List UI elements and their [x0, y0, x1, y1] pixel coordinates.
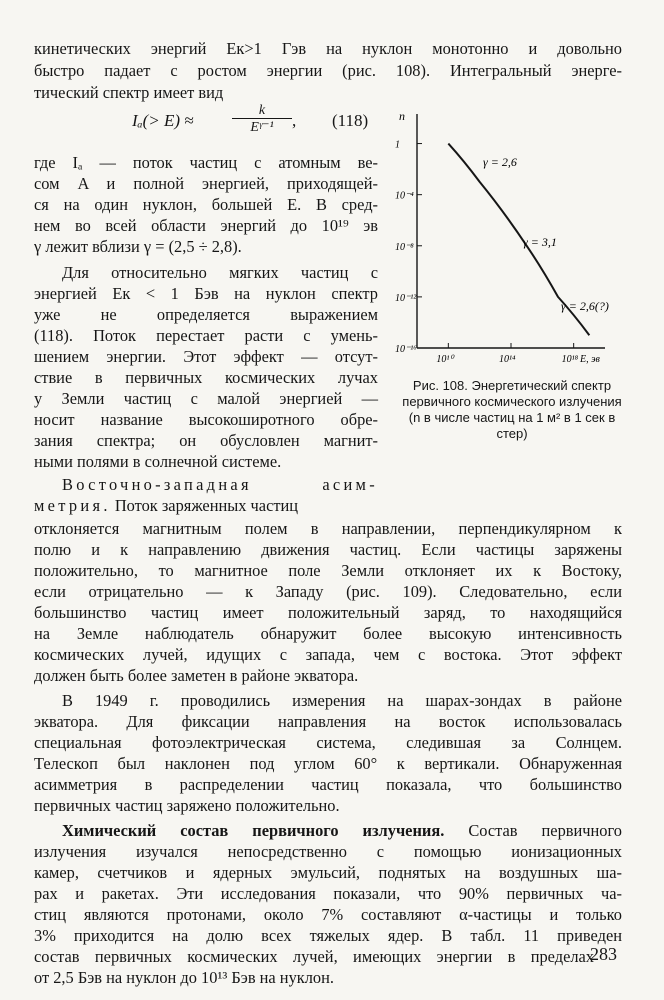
text-line: полю и к направлению движения частиц. Если частицы заряжены — [34, 540, 622, 559]
text-line: отклоняется магнитным полем в направлении, перпендикулярном к — [34, 519, 622, 538]
page-number: 283 — [590, 944, 617, 964]
text-line: камер, счетчиков и ядерных эмульсий, поднятых на воздушных ша- — [34, 863, 622, 882]
text-line-mixed — [62, 820, 622, 841]
text-line: тический спектр имеет вид — [34, 83, 224, 102]
gamma-label-3: γ = 2,6(?) — [561, 299, 609, 313]
text-line: В 1949 г. проводились измерения на шарах-зондах в районе — [62, 691, 622, 710]
x-tick-label: 10¹⁸ — [561, 354, 579, 365]
x-axis-label: E, эв — [580, 354, 600, 365]
y-tick-label: 1 — [395, 139, 400, 151]
text-line: кинетических энергий Eк>1 Гэв на нуклон монотонно и довольно — [34, 39, 622, 58]
text-fragment: Состав первичного — [444, 821, 623, 840]
text-line: быстро падает с ростом энергии (рис. 108). Интегральный энерге- — [34, 61, 622, 80]
text-line: нем во всей области энергий до 10¹⁹ эв — [34, 216, 378, 235]
text-line: рах и ракетах. Эти исследования показали, что 90% первичных ча- — [34, 884, 622, 903]
equation-118 — [132, 103, 382, 139]
text-line: излучения изучался непосредственно с помощью ионизационных — [34, 842, 622, 861]
text-line-mixed — [34, 495, 378, 516]
text-line: экватора. Для фиксации направления на восток использовалась — [34, 712, 622, 731]
y-tick-label: 10⁻¹⁶ — [395, 344, 417, 355]
text-line: ными полями в солнечной системе. — [34, 452, 282, 471]
x-tick-label: 10¹⁰ — [436, 354, 454, 365]
y-axis-label: n — [399, 109, 405, 123]
gamma-label-1: γ = 2,6 — [483, 155, 517, 169]
text-line: на Земле наблюдатель обнаружит более высокую интенсивность — [34, 624, 622, 643]
text-line: энергией Eк < 1 Бэв на нуклон спектр — [34, 284, 378, 303]
text-line: (118). Поток перестает расти с умень- — [34, 326, 378, 345]
section-heading-asymmetry-end: метрия. — [34, 496, 111, 515]
text-line: γ лежит вблизи γ = (2,5 ÷ 2,8). — [34, 237, 242, 256]
text-line: первичных частиц заряжено положительно. — [34, 796, 340, 815]
text-line: уже не определяется выражением — [34, 305, 378, 324]
gamma-label-2: γ = 3,1 — [523, 235, 557, 249]
text-line: положительно, то магнитное поле Земли отклоняет их к Востоку, — [34, 561, 622, 580]
section-heading-composition: Химический состав первичного излучения. — [62, 821, 445, 840]
text-line: от 2,5 Бэв на нуклон до 10¹³ Бэв на нуклон. — [34, 968, 334, 987]
equation-fraction — [232, 103, 292, 136]
equation-lhs: Iₐ(> E) ≈ — [132, 111, 194, 130]
x-tick-label: 10¹⁴ — [499, 354, 516, 365]
text-line: ствие в первичных космических лучах — [34, 368, 378, 387]
text-line: ся на один нуклон, большей E. В сред- — [34, 195, 378, 214]
y-tick-label: 10⁻⁸ — [395, 241, 414, 253]
equation-numerator: k — [232, 103, 292, 119]
text-line: космических лучей, идущих с запада, чем с востока. Этот эффект — [34, 645, 622, 664]
text-line: сом A и полной энергией, приходящей- — [34, 174, 378, 193]
equation-comma: , — [292, 111, 297, 130]
text-line: где Iₐ — поток частиц с атомным ве- — [34, 153, 378, 172]
text-line: специальная фотоэлектрическая система, следившая за Солнцем. — [34, 733, 622, 752]
spectrum-chart — [395, 108, 625, 378]
equation-denominator: Eᵞ⁻¹ — [250, 120, 274, 135]
y-tick-label: 10⁻⁴ — [395, 190, 414, 202]
equation-number: (118) — [332, 111, 369, 130]
text-fragment: Поток заряженных частиц — [110, 496, 299, 515]
text-line: стиц являются протонами, около 7% составляют α-частицы и только — [34, 905, 622, 924]
text-line: должен быть более заметен в районе экватора. — [34, 666, 359, 685]
text-line: если отрицательно — к Западу (рис. 109). Следовательно, если — [34, 582, 622, 601]
text-line: Телескоп был наклонен под углом 60° к вертикали. Обнаруженная — [34, 754, 622, 773]
text-line: асимметрия в распределении частиц показала, что большинство — [34, 775, 622, 794]
text-line: Для относительно мягких частиц с — [62, 263, 378, 282]
text-line: большинство частиц имеет положительный заряд, то находящийся — [34, 603, 622, 622]
text-line: носит название высокоширотного обре- — [34, 410, 378, 429]
text-line: зания спектра; он обусловлен магнит- — [34, 431, 378, 450]
y-tick-label: 10⁻¹² — [395, 292, 417, 304]
text-line: состав первичных космических лучей, имеющих энергии в пределах — [34, 947, 594, 966]
text-line: у Земли частиц с малой энергией — — [34, 389, 378, 408]
section-heading-asymmetry: Восточно-западная асим- — [62, 475, 378, 494]
figure-caption: Рис. 108. Энергетический спектр первичного космического излучения (n в числе частиц на 1 м² в 1 сек в стер) — [402, 378, 622, 441]
text-line: шением энергии. Этот эффект — отсут- — [34, 347, 378, 366]
text-line: 3% приходится на долю всех тяжелых ядер. В табл. 11 приведен — [34, 926, 622, 945]
